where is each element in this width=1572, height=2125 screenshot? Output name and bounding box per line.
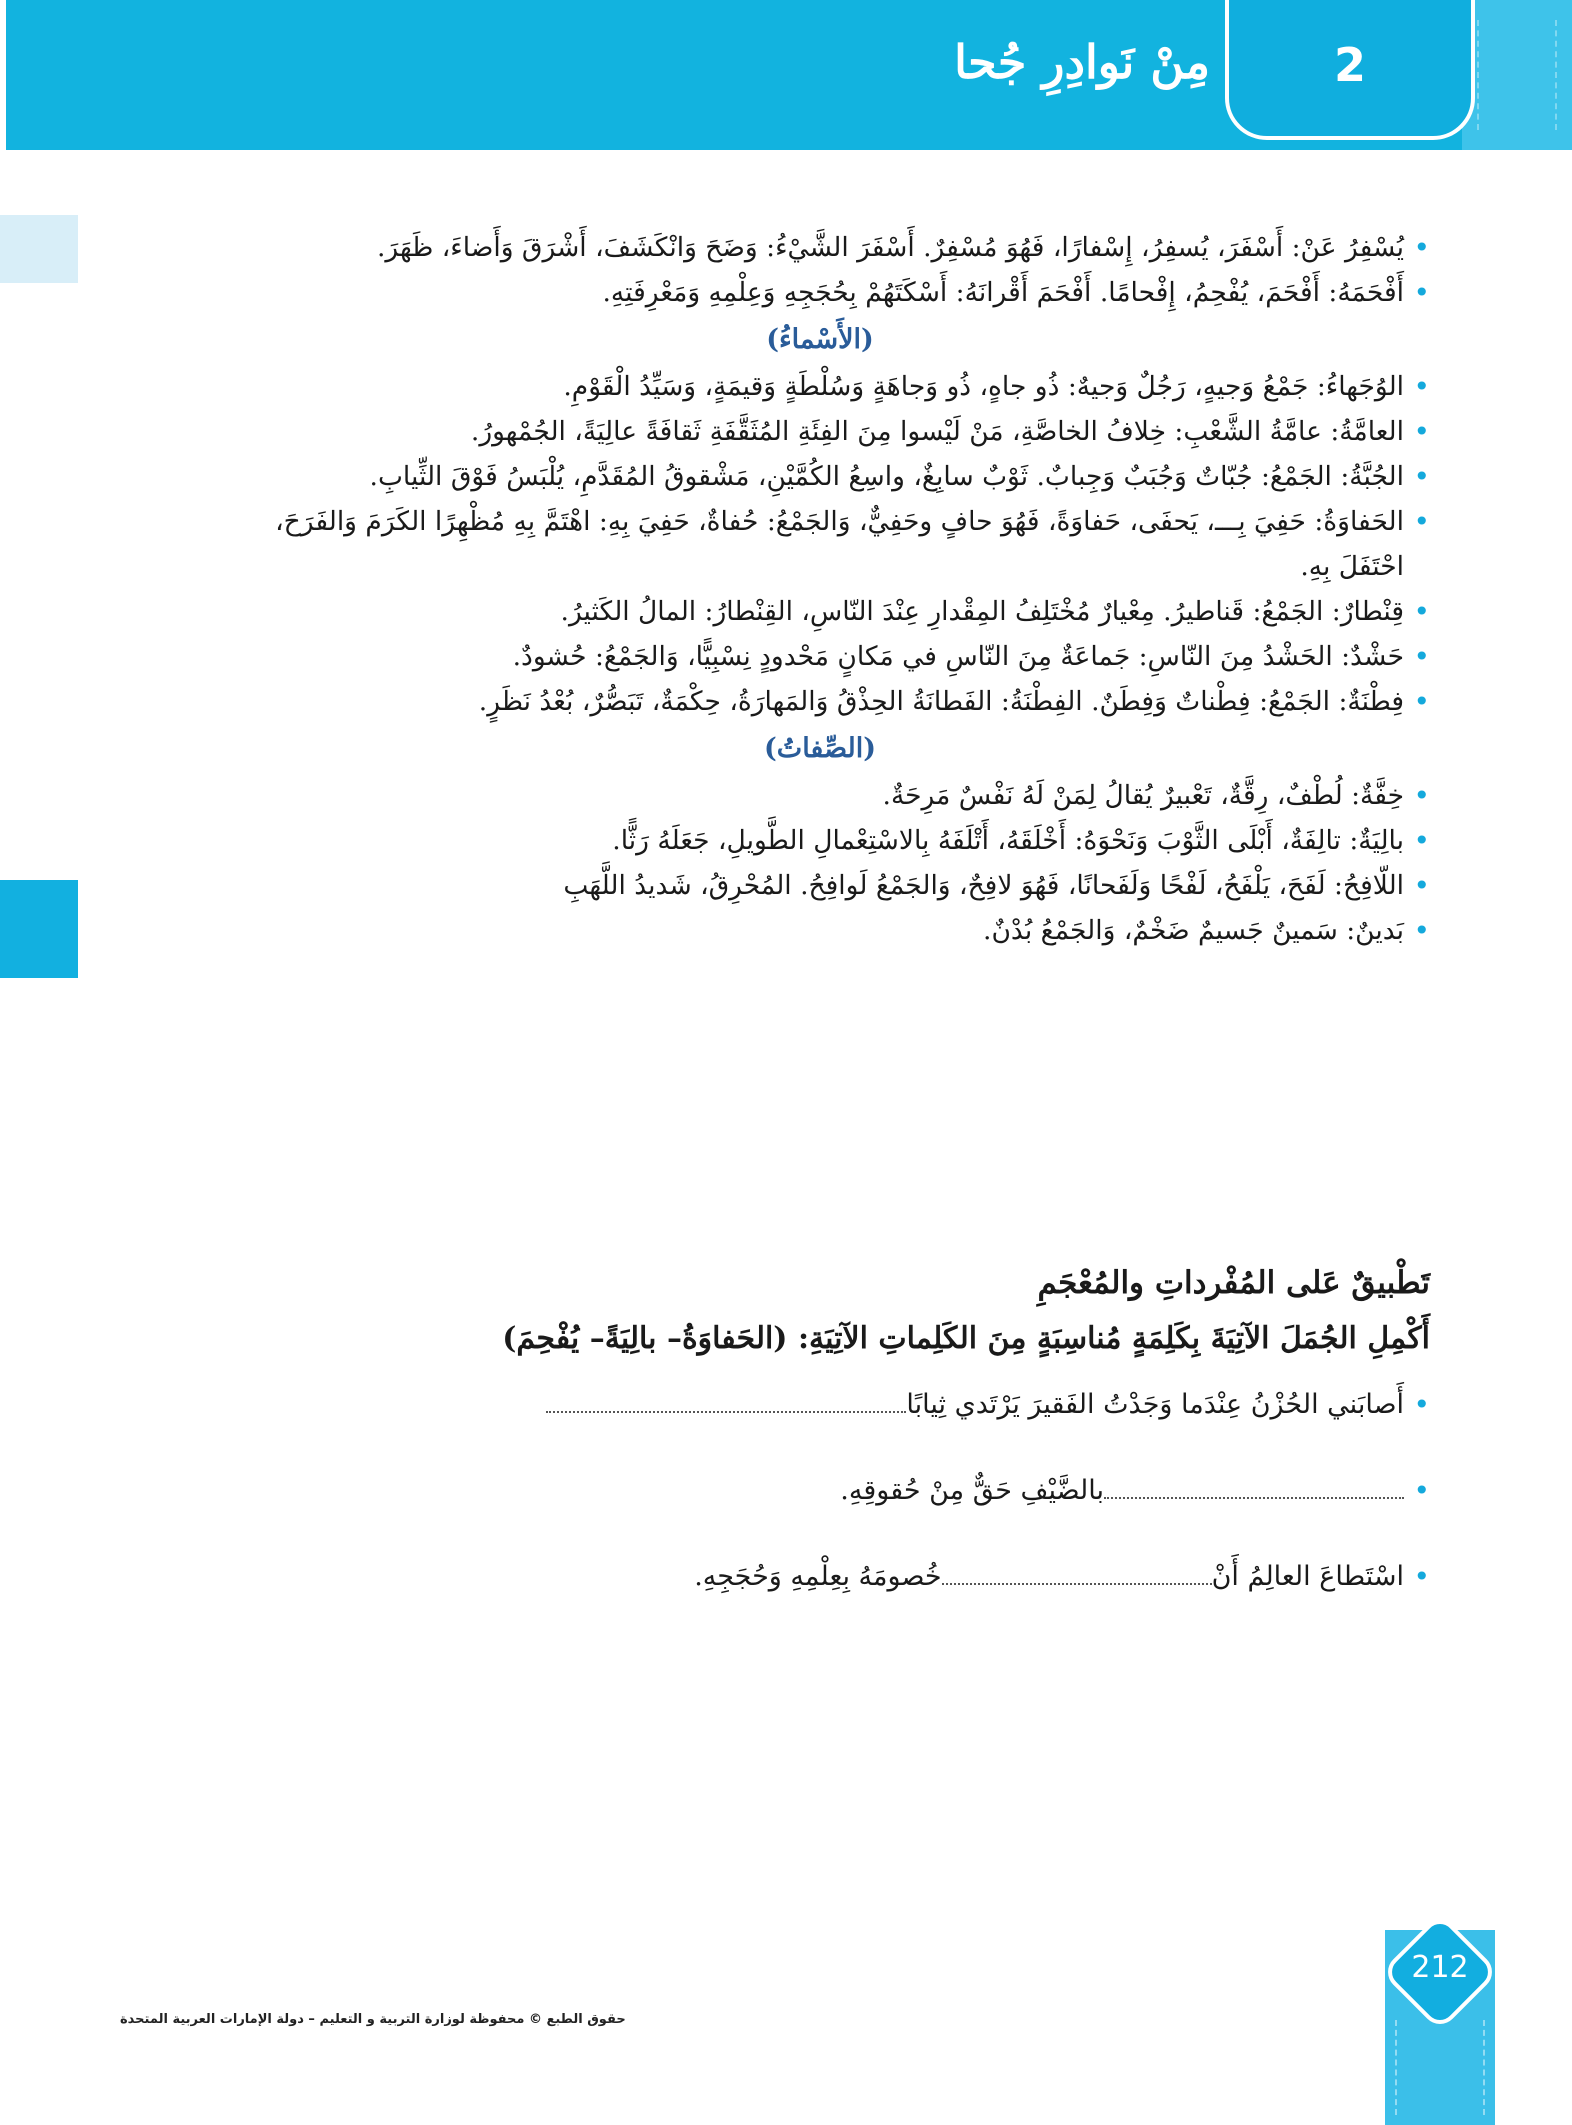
lesson-title: مِنْ نَوادِرِ جُحا [954,35,1210,89]
vocab-item: • حَشْدٌ: الحَشْدُ مِنَ النّاسِ: جَماعَةٌ مِنَ النّاسِ في مَكانٍ مَحْدودٍ نِسْبِيًّا، وَالجَمْعُ: حُشودٌ. [210,634,1430,679]
exercise-item [400,1381,1430,1429]
side-tab-light [0,215,78,283]
exercise-item [400,1467,1430,1515]
exercise-instruction: أَكْمِلِ الجُمَلَ الآتِيَةَ بِكَلِمَةٍ مُناسِبَةٍ مِنَ الكَلِماتِ الآتِيَةِ: (الحَفاوَةُ– بالِيَةً– يُفْحِمَ) [502,1321,1430,1356]
vocab-item: • الحَفاوَةُ: حَفِيَ بِـــ، يَحفَى، حَفاوَةً، فَهُوَ حافٍ وحَفِيٌّ، وَالجَمْعُ: حُفاةٌ، حَفِيَ بِهِ: اهْتَمَّ بِهِ مُظْهِرًا الكَرَمَ وَالفَرَحَ، احْتَفَلَ بِهِ. [210,499,1430,589]
exercise-item [400,1553,1430,1601]
vocab-item: • خِفَّةٌ: لُطْفٌ، رِقَّةٌ، تَعْبيرٌ يُقالُ لِمَنْ لَهُ نَفْسٌ مَرِحَةٌ. [210,773,1430,818]
exercise-list [400,1381,1430,1601]
vocab-item: • الجُبَّةُ: الجَمْعُ: جُبّاتٌ وَجُبَبٌ وَجِبابٌ. ثَوْبٌ سابِغٌ، واسِعُ الكُمَّيْنِ، مَشْقوقُ المُقَدَّمِ، يُلْبَسُ فَوْقَ الثِّيابِ. [210,454,1430,499]
exercise-text-before: اسْتَطاعَ العالِمُ أَنْ [1211,1561,1404,1592]
vocab-item: • العامَّةُ: عامَّةُ الشَّعْبِ: خِلافُ الخاصَّةِ، مَنْ لَيْسوا مِنَ الفِئَةِ المُثَقَّفَةِ ثَقافَةً عالِيَةً، الجُمْهورُ. [210,409,1430,454]
copyright-notice: حقوق الطبع © محفوظة لوزارة التربية و التعليم – دولة الإمارات العربية المتحدة [120,2012,626,2027]
vocab-item: • بَدينٌ: سَمينٌ جَسيمٌ ضَخْمٌ، وَالجَمْعُ بُدْنٌ. [210,908,1430,953]
verbs-list [210,225,1430,315]
vocab-item: • أَفْحَمَهُ: أَفْحَمَ، يُفْحِمُ، إِفْحامًا. أَفْحَمَ أَقْرانَهُ: أَسْكَتَهُمْ بِحُجَجِهِ وَعِلْمِهِ وَمَعْرِفَتِهِ. [210,270,1430,315]
vocab-item: • قِنْطارٌ: الجَمْعُ: قَناطيرُ. مِعْيارٌ مُخْتَلِفُ المِقْدارِ عِنْدَ النّاسِ، القِنْطارُ: المالُ الكَثيرُ. [210,589,1430,634]
vocab-item: • الوُجَهاءُ: جَمْعُ وَجيهٍ، رَجُلٌ وَجيهٌ: ذُو جاهٍ، ذُو وَجاهَةٍ وَسُلْطَةٍ وَقيمَةٍ، وَسَيِّدُ الْقَوْمِ. [210,364,1430,409]
header-texture [1462,0,1572,150]
vocab-item: • اللّافِحُ: لَفَحَ، يَلْفَحُ، لَفْحًا وَلَفَحانًا، فَهُوَ لافِحٌ، وَالجَمْعُ لَوافِحُ. المُحْرِقُ، شَديدُ اللَّهَبِ [210,863,1430,908]
lesson-number: 2 [1333,38,1366,92]
vocab-item: • فِطْنَةٌ: الجَمْعُ: فِطْناتٌ وَفِطَنٌ. الفِطْنَةُ: الفَطانَةُ الحِذْقُ وَالمَهارَةُ، حِكْمَةٌ، تَبَصُّرٌ، بُعْدُ نَظَرٍ. [210,679,1430,724]
vocab-item: • بالِيَةٌ: تالِفَةٌ، أَبْلَى الثَّوْبَ وَنَحْوَهُ: أَخْلَقَهُ، أَتْلَفَهُ بِالاسْتِعْمالِ الطَّويلِ، جَعَلَهُ رَثًّا. [210,818,1430,863]
page-number: 212 [1411,1950,1469,1985]
answer-blank[interactable] [942,1563,1212,1585]
vocabulary-section [210,225,1430,953]
exercise-text-after: بالضَّيْفِ حَقٌّ مِنْ حُقوقِهِ. [840,1475,1104,1506]
exercise-text-after: خُصومَهُ بِعِلْمِهِ وَحُجَجِهِ. [694,1561,942,1592]
exercise-title: تَطْبيقٌ عَلى المُفْرداتِ والمُعْجَمِ [1037,1265,1430,1301]
side-tab-dark [0,880,78,978]
adjectives-list [210,773,1430,953]
nouns-list [210,364,1430,724]
lesson-number-tab [1225,0,1475,140]
vocab-item: • يُسْفِرُ عَنْ: أَسْفَرَ، يُسفِرُ، إِسْفارًا، فَهُوَ مُسْفِرٌ. أَسْفَرَ الشَّيْءُ: وَضَحَ وَانْكَشَفَ، أَشْرَقَ وَأَضاءَ، ظَهَرَ. [210,225,1430,270]
exercise-section [400,1255,1430,1639]
answer-blank[interactable] [1104,1477,1404,1499]
adjectives-heading: (الصِّفاتُ) [764,733,876,764]
exercise-text-before: أَصابَني الحُزْنُ عِنْدَما وَجَدْتُ الفَقيرَ يَرْتَدي ثِيابًا [906,1389,1404,1420]
answer-blank[interactable] [546,1391,906,1413]
nouns-heading: (الأَسْماءُ) [766,324,874,355]
